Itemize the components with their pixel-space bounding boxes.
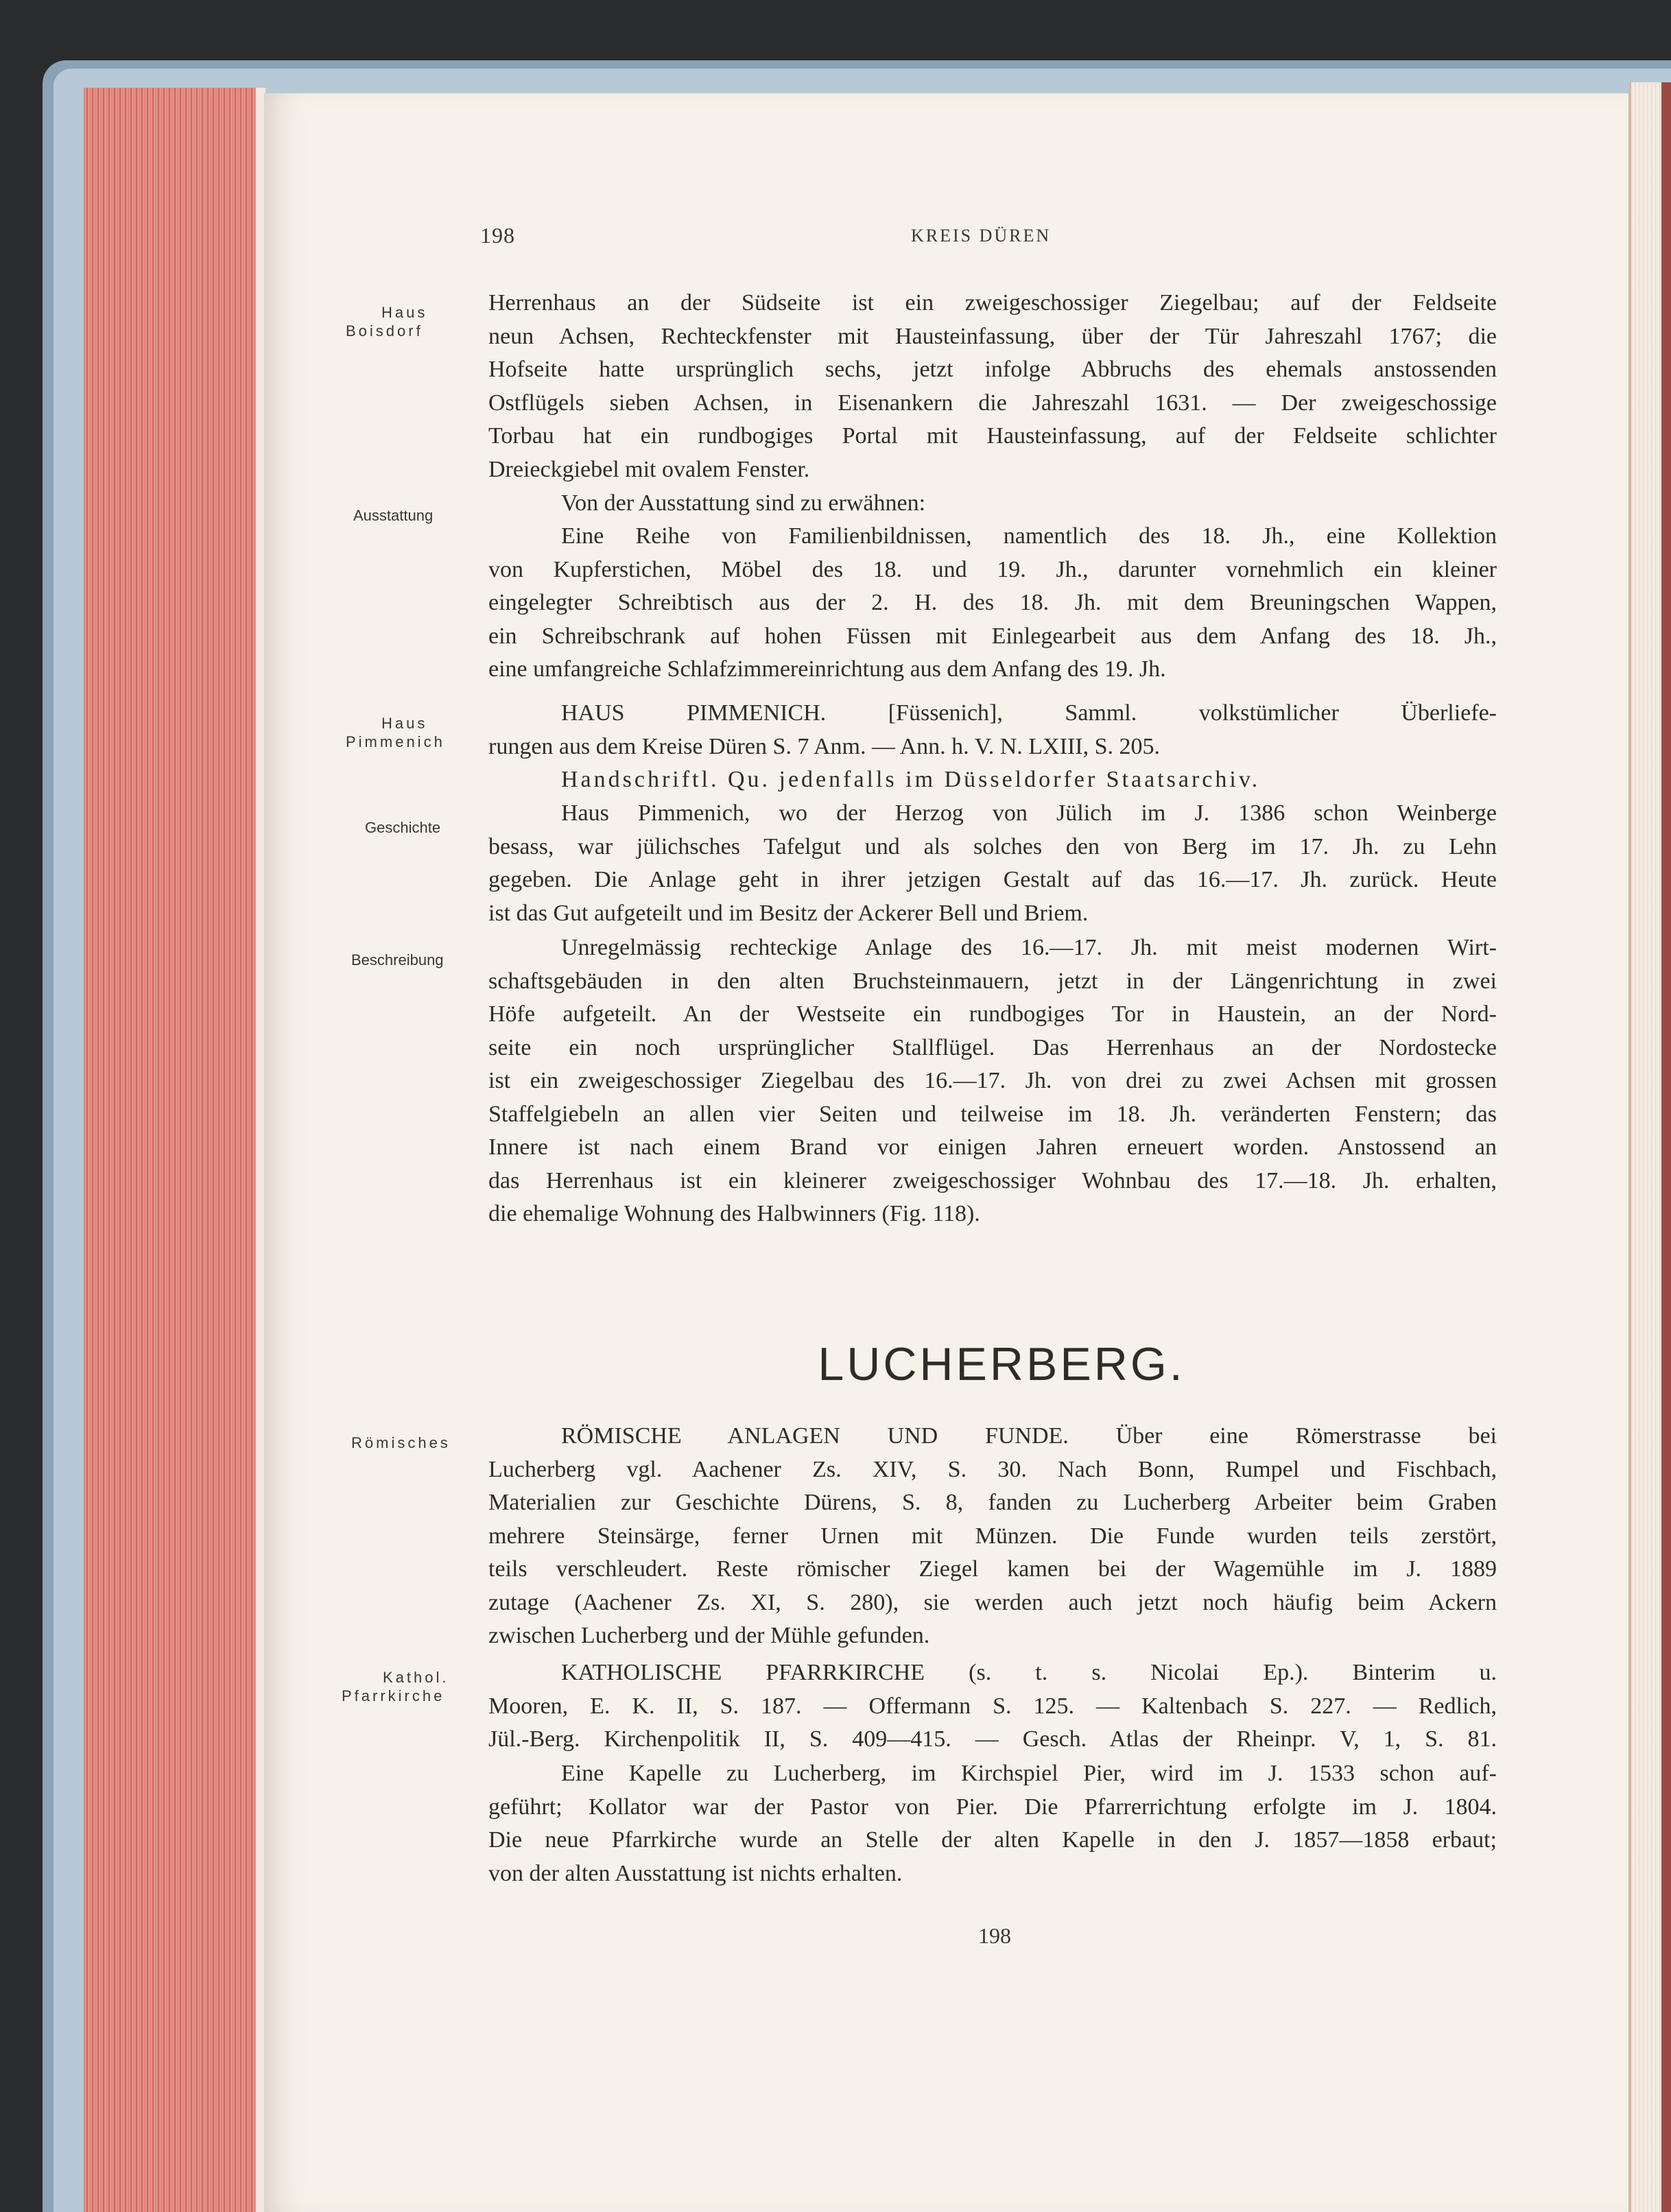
paragraph-ausstattung-list: Eine Reihe von Familienbildnissen, namentlich des 18. Jh., eine Kollektion von Kupferstichen, Möbel des 18. und 19. Jh., darunter vornehmlich ein kleiner eingelegter Schreibtisch aus der 2. H. des 18. Jh. mit dem Breuningschen Wappen, ein Schreibschrank auf hohen Füssen mit Einlegearbeit aus dem Anfang des 18. Jh., eine umfangreiche Schlafzimmereinrichtung aus dem Anfang des 19. Jh.: [488, 523, 1497, 682]
margin-note-roemisches: Römisches: [351, 1434, 451, 1451]
margin-note-haus-boisdorf: Haus Boisdorf: [346, 304, 428, 340]
paragraph-geschichte: Haus Pimmenich, wo der Herzog von Jülich im J. 1386 schon Weinberge besass, war jülichsches Tafelgut und als solches den von Berg im 17. Jh. zu Lehn gegeben. Die Anlage geht in ihrer jetzigen Gestalt auf das 16.—17. Jh. zurück. Heute ist das Gut aufgeteilt und im Besitz der Ackerer Bell und Briem.: [488, 800, 1497, 926]
next-page-edge: [1628, 82, 1671, 2212]
section-title-lucherberg: LUCHERBERG.: [818, 1338, 1185, 1390]
margin-note-ausstattung: Ausstattung: [353, 507, 434, 524]
page-number-top: 198: [480, 223, 515, 248]
paragraph-ausstattung-intro: Von der Ausstattung sind zu erwähnen:: [561, 490, 926, 516]
margin-note-geschichte: Geschichte: [365, 819, 441, 836]
paragraph-haus-pimmenich-refs: HAUS PIMMENICH. [Füssenich], Samml. volkstümlicher Überliefe- rungen aus dem Kreise Düren S. 7 Anm. — Ann. h. V. N. LXIII, S. 205.: [488, 700, 1497, 759]
margin-note-kathol-pfarrkirche: Kathol. Pfarrkirche: [342, 1669, 449, 1704]
margin-note-haus-pimmenich: Haus Pimmenich: [346, 715, 445, 750]
running-head: KREIS DÜREN: [911, 226, 1052, 246]
paragraph-handschriftl: Handschriftl. Qu. jedenfalls im Düsseldorfer Staatsarchiv.: [561, 767, 1261, 792]
paragraph-beschreibung: Unregelmässig rechteckige Anlage des 16.—17. Jh. mit meist modernen Wirt- schaftsgebäuden in den alten Bruchsteinmauern, jetzt in der Längenrichtung in zwei Höfe aufgeteilt. An der Westseite ein rundbogiges Tor in Haustein, an der Nord- seite ein noch ursprünglicher Stallflügel. Das Herrenhaus an der Nordostecke ist ein zweigeschossiger Ziegelbau des 16.—17. Jh. von drei zu zwei Achsen mit grossen Staffelgiebeln an allen vier Seiten und teilweise im 18. Jh. veränderten Fenstern; das Innere ist nach einem Brand vor einigen Jahren erneuert worden. Anstossend an das Herrenhaus ist ein kleinerer zweigeschossiger Wohnbau des 17.—18. Jh. erhalten, die ehemalige Wohnung des Halbwinners (Fig. 118).: [488, 935, 1497, 1226]
paragraph-herrenhaus-boisdorf: Herrenhaus an der Südseite ist ein zweigeschossiger Ziegelbau; auf der Feldseite neun Achsen, Rechteckfenster mit Hausteinfassung, über der Tür Jahreszahl 1767; die Hofseite hatte ursprünglich sechs, jetzt infolge Abbruchs des ehemals anstossenden Ostflügels sieben Achsen, in Eisenankern die Jahreszahl 1631. — Der zweigeschossige Torbau hat ein rundbogiges Portal mit Hausteinfassung, auf der Feldseite schlichter Dreieckgiebel mit ovalem Fenster.: [488, 290, 1497, 482]
page-number-bottom: 198: [978, 1923, 1011, 1948]
paragraph-kathol-pfarrkirche-refs: KATHOLISCHE PFARRKIRCHE (s. t. s. Nicolai Ep.). Binterim u. Mooren, E. K. II, S. 187. — Offermann S. 125. — Kaltenbach S. 227. — Redlich, Jül.-Berg. Kirchenpolitik II, S. 409—415. — Gesch. Atlas der Rheinpr. V, 1, S. 81.: [488, 1660, 1497, 1752]
paragraph-roemische-anlagen: RÖMISCHE ANLAGEN UND FUNDE. Über eine Römerstrasse bei Lucherberg vgl. Aachener Zs. XIV, S. 30. Nach Bonn, Rumpel und Fischbach, Materialien zur Geschichte Dürens, S. 8, fanden zu Lucherberg Arbeiter beim Graben mehrere Steinsärge, ferner Urnen mit Münzen. Die Funde wurden teils zerstört, teils verschleudert. Reste römischer Ziegel kamen bei der Wagemühle im J. 1889 zutage (Aachener Zs. XI, S. 280), sie werden auch jetzt noch häufig beim Ackern zwischen Lucherberg und der Mühle gefunden.: [488, 1423, 1497, 1648]
paragraph-kapelle: Eine Kapelle zu Lucherberg, im Kirchspiel Pier, wird im J. 1533 schon auf- geführt; Kollator war der Pastor von Pier. Die Pfarrerrichtung erfolgte im J. 1804. Die neue Pfarrkirche wurde an Stelle der alten Kapelle in den J. 1857—1858 erbaut; von der alten Ausstattung ist nichts erhalten.: [488, 1761, 1497, 1886]
page-edges-red: [84, 88, 259, 2212]
margin-note-beschreibung: Beschreibung: [351, 951, 444, 968]
page-header: [480, 223, 1098, 257]
